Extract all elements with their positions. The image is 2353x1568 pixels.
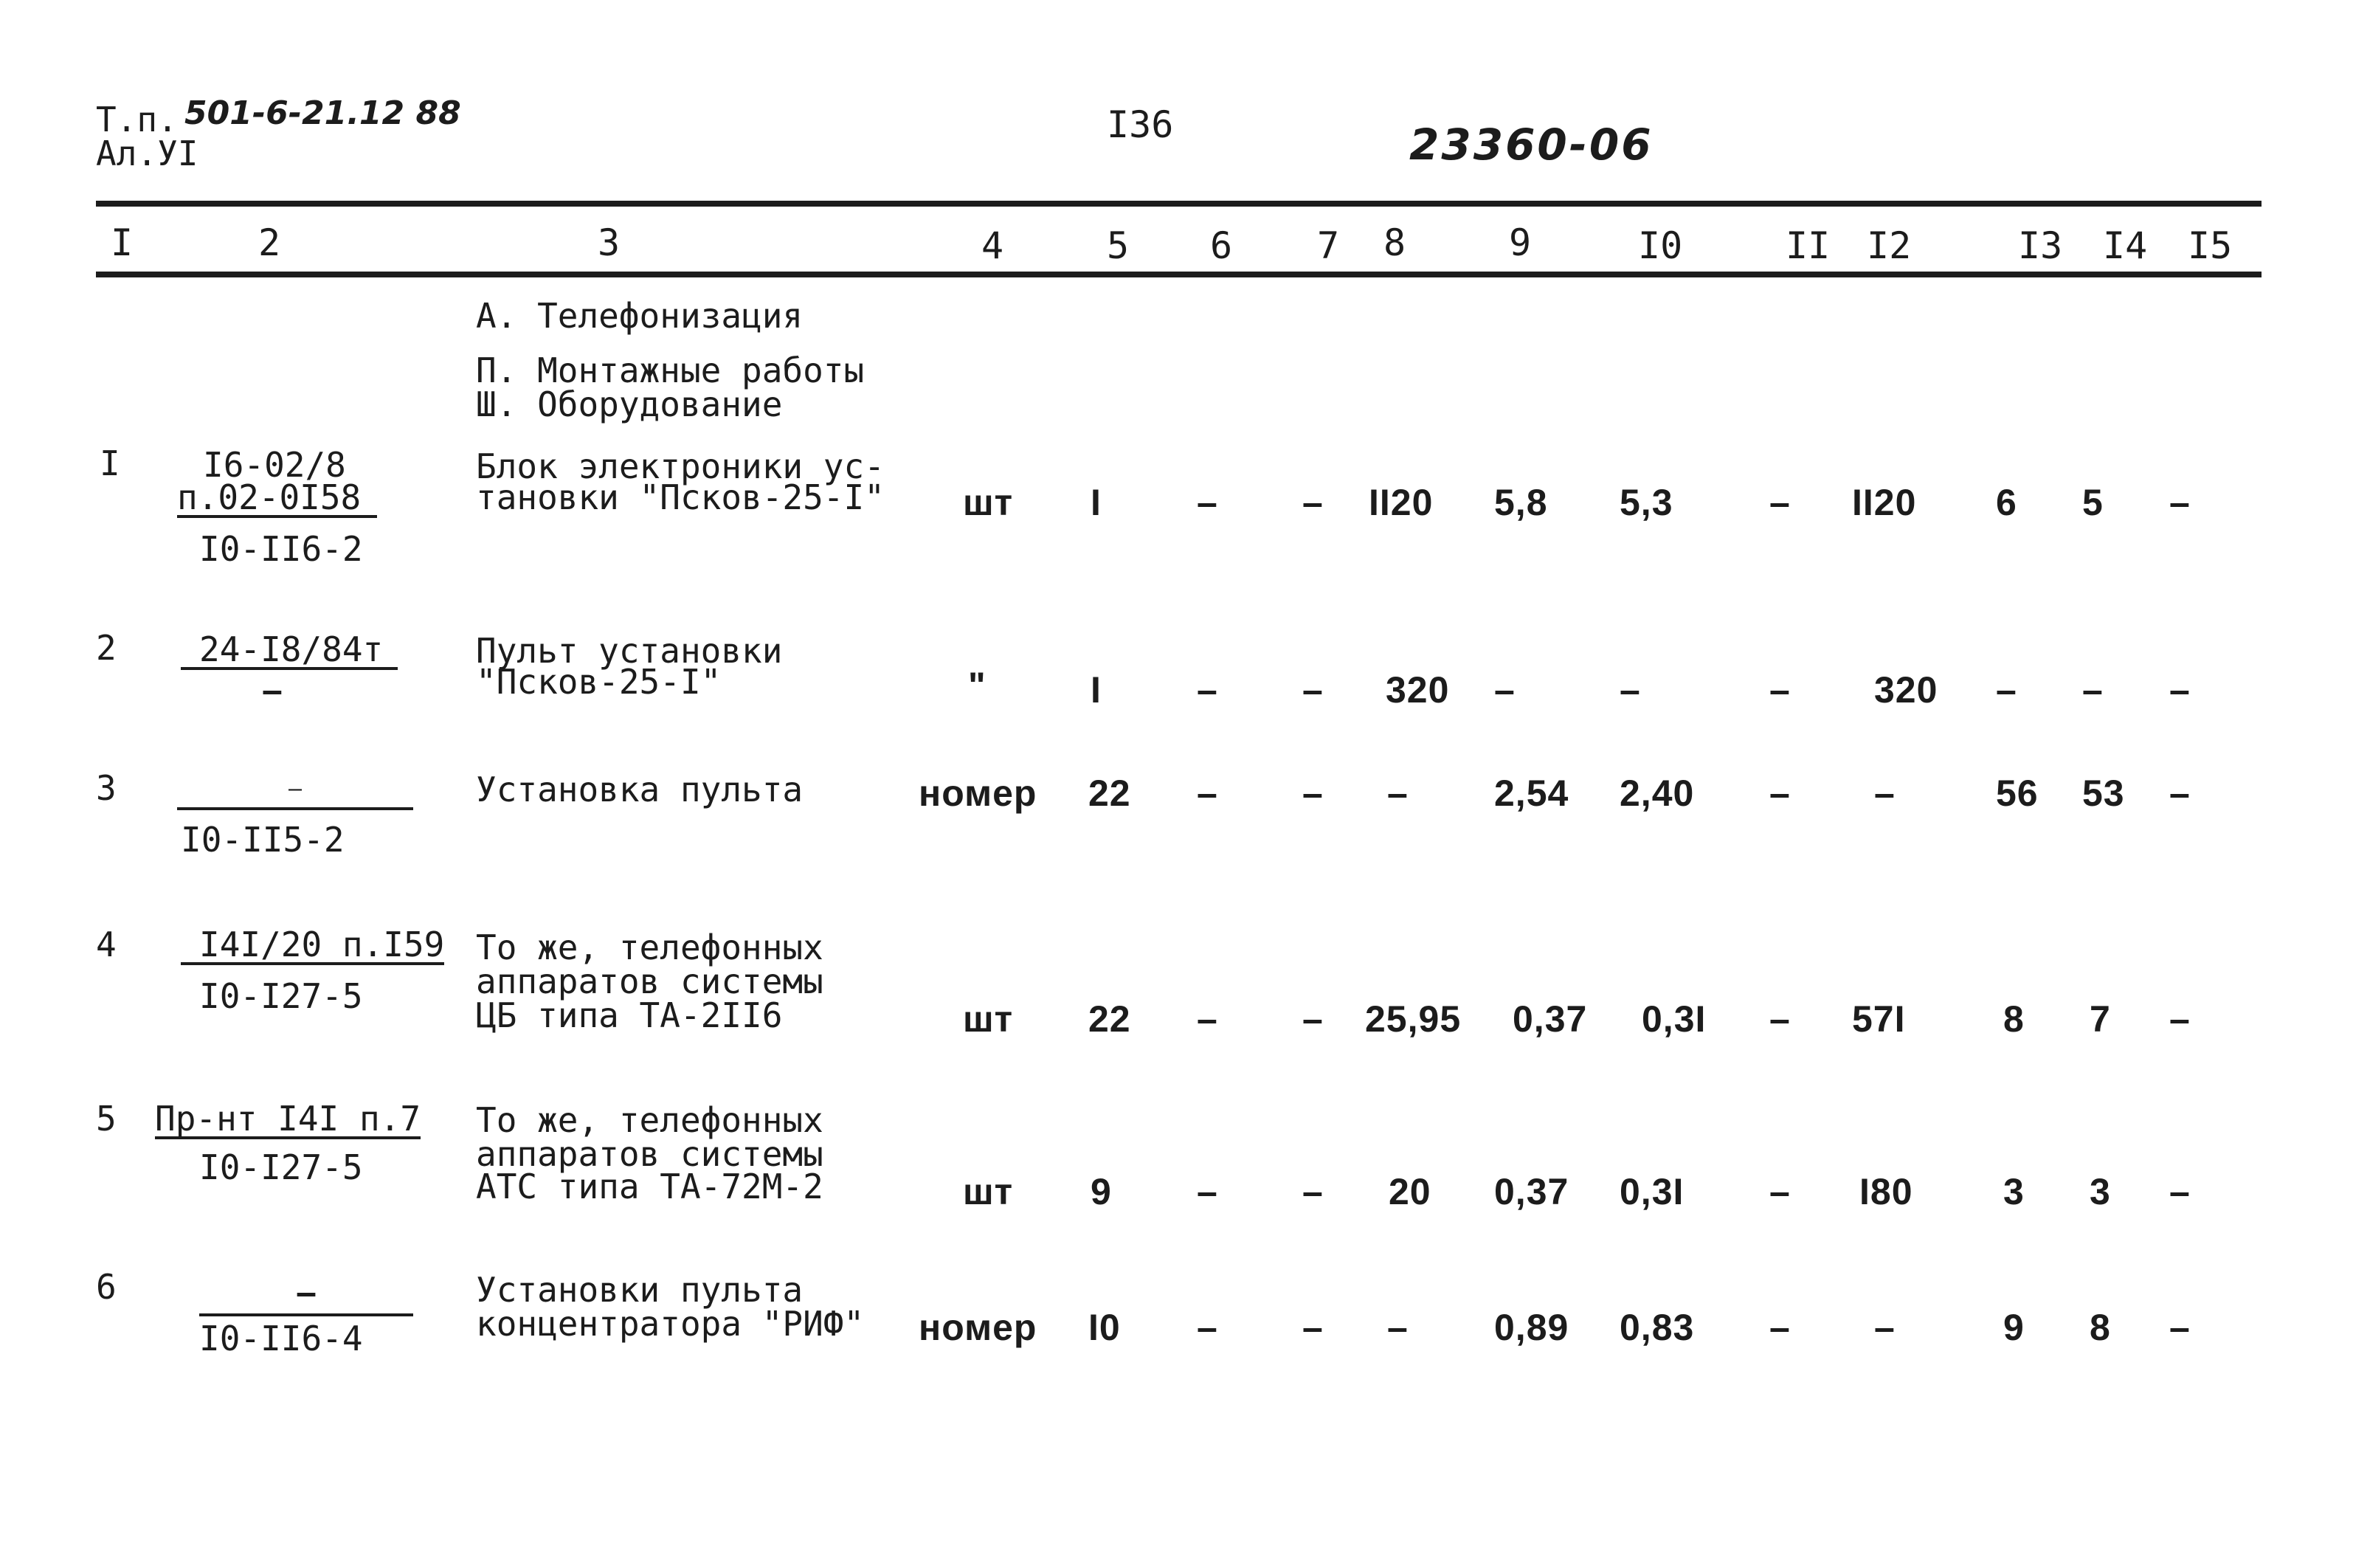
col-head-5: 5 xyxy=(1107,224,1130,267)
cell-13: 6 xyxy=(1996,482,2017,523)
price-code: Пр-нт I4I п.7 xyxy=(155,1099,421,1139)
cell-10: 5,3 xyxy=(1620,482,1673,523)
item-name: концентратора "РИФ" xyxy=(476,1304,865,1344)
cell-14: 7 xyxy=(2090,998,2111,1040)
cell-7: – xyxy=(1302,1307,1323,1348)
row-number: 5 xyxy=(96,1099,117,1139)
unit: шт xyxy=(963,1171,1014,1212)
cell-15: – xyxy=(2169,669,2190,711)
cell-7: – xyxy=(1302,482,1323,523)
col-head-3: 3 xyxy=(598,221,621,264)
cell-13: 8 xyxy=(2003,998,2025,1040)
col-head-7: 7 xyxy=(1317,224,1340,267)
cell-14: 3 xyxy=(2090,1171,2111,1212)
cell-14: – xyxy=(2082,669,2103,711)
col-head-10: I0 xyxy=(1638,224,1683,267)
col-head-8: 8 xyxy=(1383,221,1406,264)
cell-8: 25,95 xyxy=(1365,998,1462,1040)
unit: " xyxy=(968,665,987,706)
cell-12: II20 xyxy=(1852,482,1917,523)
cell-13: 3 xyxy=(2003,1171,2025,1212)
row-number: 3 xyxy=(96,768,117,808)
cell-8: II20 xyxy=(1369,482,1434,523)
cell-9: 2,54 xyxy=(1494,773,1569,814)
col-head-4: 4 xyxy=(981,224,1004,267)
cell-6: – xyxy=(1197,1307,1217,1348)
col-head-9: 9 xyxy=(1509,221,1532,264)
norm-code: I0-I27-5 xyxy=(199,1147,363,1187)
cell-13: 56 xyxy=(1996,773,2039,814)
section-heading: А. Телефонизация xyxy=(476,296,804,336)
row-number: 2 xyxy=(96,628,117,668)
cell-9: 0,37 xyxy=(1513,998,1588,1040)
item-name: Блок электроники ус- xyxy=(476,446,885,486)
norm-code: I0-II6-2 xyxy=(199,529,363,569)
cell-11: – xyxy=(1769,482,1790,523)
price-code: I4I/20 п.I59 xyxy=(181,927,444,965)
quantity: I xyxy=(1091,482,1102,523)
unit: шт xyxy=(963,482,1014,523)
cell-9: 0,89 xyxy=(1494,1307,1569,1348)
item-name: То же, телефонных xyxy=(476,1100,823,1140)
header-bottom-rule xyxy=(96,272,2262,277)
item-name: АТС типа ТА-72М-2 xyxy=(476,1167,823,1206)
cell-15: – xyxy=(2169,1171,2190,1212)
col-head-6: 6 xyxy=(1210,224,1233,267)
cell-8: 320 xyxy=(1386,669,1450,711)
item-name: То же, телефонных xyxy=(476,928,823,967)
cell-7: – xyxy=(1302,669,1323,711)
cell-15: – xyxy=(2169,482,2190,523)
designation-number: 501-6-21.12 88 xyxy=(184,94,461,132)
cell-6: – xyxy=(1197,773,1217,814)
norm-code: I0-II6-4 xyxy=(199,1319,363,1358)
cell-9: – xyxy=(1494,669,1515,711)
item-name: тановки "Псков-25-I" xyxy=(476,477,885,517)
quantity: 9 xyxy=(1091,1171,1112,1212)
quantity: I0 xyxy=(1088,1307,1121,1348)
cell-6: – xyxy=(1197,669,1217,711)
document-code: 23360-06 xyxy=(1409,120,1654,170)
designation-prefix: Т.п. xyxy=(96,100,178,139)
cell-11: – xyxy=(1769,998,1790,1040)
col-head-12: I2 xyxy=(1867,224,1912,267)
cell-10: 0,3I xyxy=(1642,998,1707,1040)
cell-13: – xyxy=(1996,669,2017,711)
quantity: 22 xyxy=(1088,998,1131,1040)
quantity: I xyxy=(1091,669,1102,711)
cell-15: – xyxy=(2169,1307,2190,1348)
cell-10: 2,40 xyxy=(1620,773,1695,814)
norm-code: – xyxy=(262,669,283,711)
item-name: аппаратов системы xyxy=(476,1134,823,1174)
cell-11: – xyxy=(1769,669,1790,711)
row-number: 4 xyxy=(96,925,117,964)
item-name: Установки пульта xyxy=(476,1270,804,1310)
col-head-15: I5 xyxy=(2188,224,2233,267)
cell-7: – xyxy=(1302,1171,1323,1212)
cell-11: – xyxy=(1769,1307,1790,1348)
cell-7: – xyxy=(1302,773,1323,814)
section-heading: Ш. Оборудование xyxy=(476,384,783,424)
unit: шт xyxy=(963,998,1014,1040)
cell-14: 53 xyxy=(2082,773,2125,814)
album-label: Ал.УI xyxy=(96,134,198,173)
col-head-14: I4 xyxy=(2103,224,2148,267)
unit: номер xyxy=(919,1307,1037,1348)
row-number: I xyxy=(100,443,120,483)
cell-14: 8 xyxy=(2090,1307,2111,1348)
cell-6: – xyxy=(1197,482,1217,523)
cell-7: – xyxy=(1302,998,1323,1040)
price-code: п.02-0I58 xyxy=(177,480,377,518)
cell-9: 5,8 xyxy=(1494,482,1548,523)
cell-10: 0,3I xyxy=(1620,1171,1685,1212)
cell-9: 0,37 xyxy=(1494,1171,1569,1212)
cell-13: 9 xyxy=(2003,1307,2025,1348)
item-name: Установка пульта xyxy=(476,770,804,809)
row-number: 6 xyxy=(96,1267,117,1307)
item-name: ЦБ типа ТА-2II6 xyxy=(476,995,783,1035)
price-code: – xyxy=(199,1271,413,1316)
cell-12: I80 xyxy=(1859,1171,1913,1212)
page-number: I36 xyxy=(1107,103,1174,146)
col-head-1: I xyxy=(111,221,134,264)
cell-12: – xyxy=(1874,1307,1895,1348)
cell-15: – xyxy=(2169,773,2190,814)
norm-code: I0-II5-2 xyxy=(181,820,345,860)
quantity: 22 xyxy=(1088,773,1131,814)
cell-11: – xyxy=(1769,1171,1790,1212)
cell-12: – xyxy=(1874,773,1895,814)
cell-8: – xyxy=(1387,773,1408,814)
cell-10: – xyxy=(1620,669,1640,711)
item-name: Пульт установки xyxy=(476,631,783,671)
header-top-rule xyxy=(96,201,2262,207)
cell-6: – xyxy=(1197,998,1217,1040)
cell-6: – xyxy=(1197,1171,1217,1212)
price-code: I6-02/8 xyxy=(203,445,346,485)
unit: номер xyxy=(919,773,1037,814)
item-name: "Псков-25-I" xyxy=(476,662,722,702)
price-code: – xyxy=(177,772,413,810)
col-head-2: 2 xyxy=(258,221,281,264)
col-head-13: I3 xyxy=(2018,224,2063,267)
section-heading: П. Монтажные работы xyxy=(476,350,865,390)
price-code: 24-I8/84т xyxy=(181,632,398,670)
cell-14: 5 xyxy=(2082,482,2104,523)
cell-15: – xyxy=(2169,998,2190,1040)
cell-10: 0,83 xyxy=(1620,1307,1695,1348)
cell-12: 320 xyxy=(1874,669,1938,711)
cell-12: 57I xyxy=(1852,998,1906,1040)
norm-code: I0-I27-5 xyxy=(199,976,363,1016)
col-head-11: II xyxy=(1786,224,1831,267)
item-name: аппаратов системы xyxy=(476,961,823,1001)
cell-11: – xyxy=(1769,773,1790,814)
cell-8: – xyxy=(1387,1307,1408,1348)
cell-8: 20 xyxy=(1389,1171,1431,1212)
